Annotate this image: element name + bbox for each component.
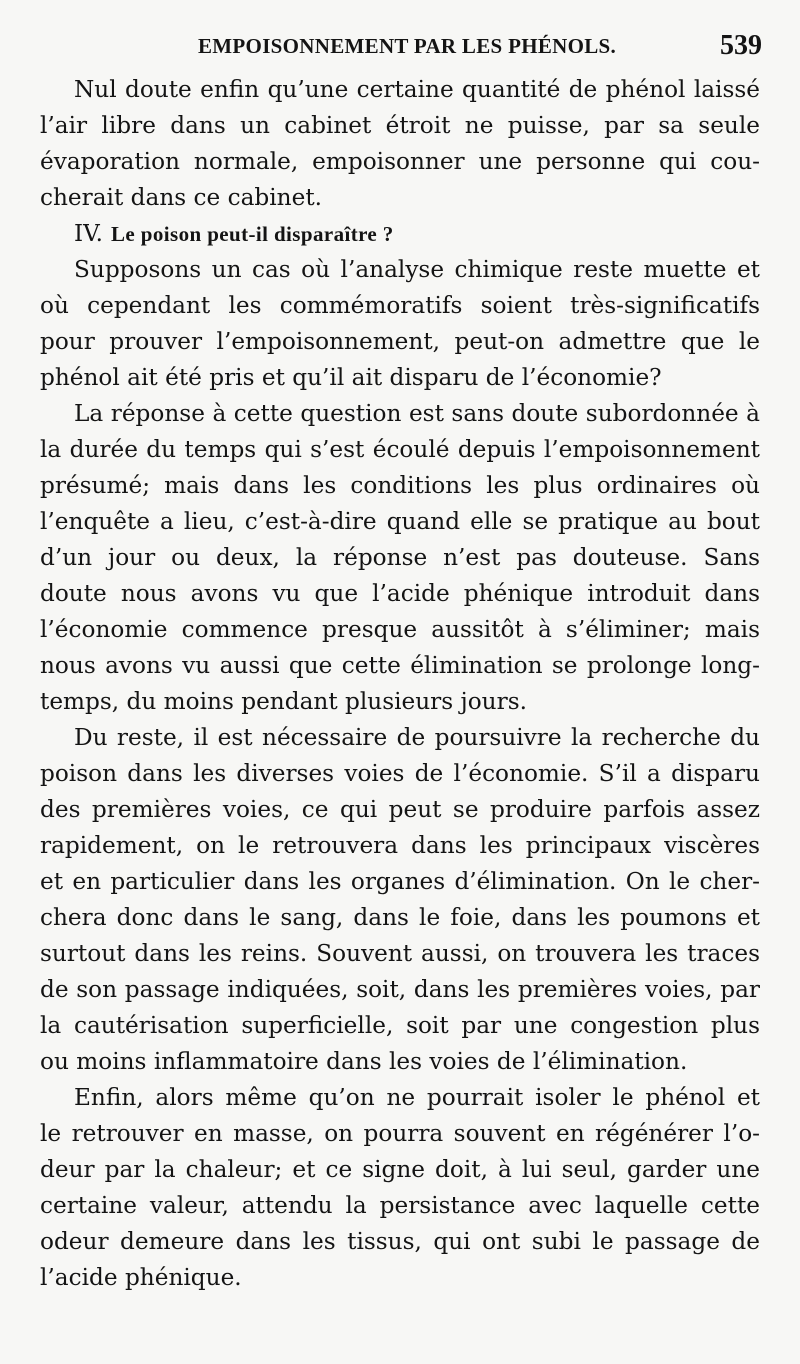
section-heading <box>40 216 760 252</box>
text-line: évaporation normale, empoisonner une personne qui cou- <box>40 148 760 175</box>
text-line: la cautérisation superficielle, soit par une congestion plus <box>40 1012 760 1039</box>
text-line: le retrouver en masse, on pourra souvent en régénérer l’o- <box>40 1120 760 1147</box>
section-title: Le poison peut-il disparaître ? <box>111 222 394 246</box>
text-line: poison dans les diverses voies de l’économie. S’il a disparu <box>40 760 760 787</box>
text-line: La réponse à cette question est sans doute subordonnée à <box>74 400 760 427</box>
text-line: et en particulier dans les organes d’élimination. On le cher- <box>40 868 760 895</box>
text-line: des premières voies, ce qui peut se produire parfois assez <box>40 796 760 823</box>
paragraph <box>40 396 760 720</box>
page-number: 539 <box>720 30 762 61</box>
text-line: Nul doute enfin qu’une certaine quantité de phénol laissé <box>74 76 760 103</box>
paragraph <box>40 72 760 216</box>
text-line: l’air libre dans un cabinet étroit ne puisse, par sa seule <box>40 112 760 139</box>
text-line: Supposons un cas où l’analyse chimique reste muette et <box>74 256 760 283</box>
text-line: l’enquête a lieu, c’est-à-dire quand elle se pratique au bout <box>40 508 760 535</box>
paragraph <box>40 252 760 396</box>
text-line: pour prouver l’empoisonnement, peut-on admettre que le <box>40 328 760 355</box>
text-line: où cependant les commémoratifs soient très-significatifs <box>40 292 760 319</box>
paragraph <box>40 1080 760 1296</box>
text-line: deur par la chaleur; et ce signe doit, à lui seul, garder une <box>40 1156 760 1183</box>
text-line: l’acide phénique. <box>40 1264 242 1291</box>
text-line: rapidement, on le retrouvera dans les principaux viscères <box>40 832 760 859</box>
text-line: odeur demeure dans les tissus, qui ont subi le passage de <box>40 1228 760 1255</box>
text-line: Enfin, alors même qu’on ne pourrait isoler le phénol et <box>74 1084 760 1111</box>
text-line: temps, du moins pendant plusieurs jours. <box>40 688 527 715</box>
text-line: présumé; mais dans les conditions les plus ordinaires où <box>40 472 760 499</box>
running-title: EMPOISONNEMENT PAR LES PHÉNOLS. <box>198 34 617 58</box>
text-line: l’économie commence presque aussitôt à s’éliminer; mais <box>40 616 760 643</box>
text-line: phénol ait été pris et qu’il ait disparu de l’économie? <box>40 364 662 391</box>
text-line: certaine valeur, attendu la persistance avec laquelle cette <box>40 1192 760 1219</box>
text-line: Du reste, il est nécessaire de poursuivre la recherche du <box>74 724 760 751</box>
section-number: IV. <box>74 221 103 247</box>
text-line: chera donc dans le sang, dans le foie, dans les poumons et <box>40 904 760 931</box>
text-line: la durée du temps qui s’est écoulé depuis l’empoisonnement <box>40 436 760 463</box>
text-line: nous avons vu aussi que cette élimination se prolonge long- <box>40 652 760 679</box>
text-line: ou moins inflammatoire dans les voies de l’élimination. <box>40 1048 688 1075</box>
page-header <box>0 30 800 64</box>
text-line: doute nous avons vu que l’acide phénique introduit dans <box>40 580 760 607</box>
page-body <box>40 72 760 1296</box>
text-line: surtout dans les reins. Souvent aussi, on trouvera les traces <box>40 940 760 967</box>
text-line: de son passage indiquées, soit, dans les premières voies, par <box>40 976 760 1003</box>
text-line: d’un jour ou deux, la réponse n’est pas douteuse. Sans <box>40 544 760 571</box>
paragraph <box>40 720 760 1080</box>
text-line: cherait dans ce cabinet. <box>40 184 323 211</box>
